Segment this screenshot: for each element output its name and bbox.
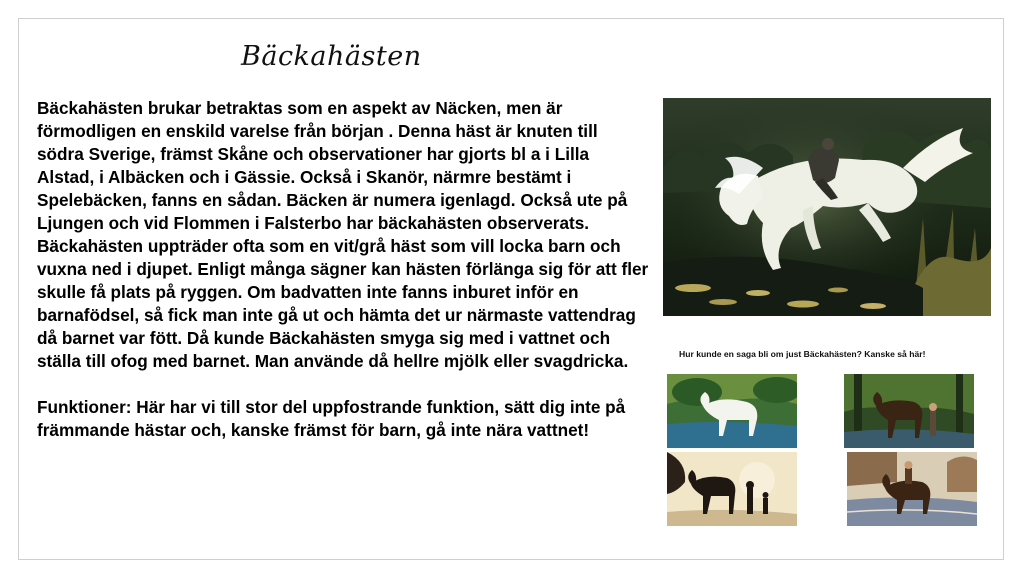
horse-illustration-4 (847, 452, 977, 526)
page-title: Bäckahästen (241, 41, 422, 72)
horse-illustration-3 (667, 452, 797, 526)
horse-illustration-1 (667, 374, 797, 448)
backahasten-painting (663, 98, 991, 316)
paragraph-description: Bäckahästen brukar betraktas som en aspekt av Näcken, men är förmodligen en enskild varelse från början . Denna häst är knuten till södra Sverige, främst Skåne och observationer har gjorts bl a i Lilla Alstad, i Albäcken och i Gässie. Också i Skanör, närmre bestämt i Spelebäcken, fanns en sådan. Bäcken är numera igenlagd. Också ute på Ljungen och vid Flommen i Falsterbo har bäckahästen observerats. Bäckahästen uppträder ofta som en vit/grå häst som vill locka barn och vuxna ned i djupet. Enligt många sägner kan hästen förlänga sig för att fler skulle få plats på ryggen. Om badvatten inte fanns inburet inför en barnafödsel, så fick man inte gå ut och hämta det ur närmaste vattendrag då barnet var fött. Då kunde Bäckahästen smyga sig med i vattnet och ställa till ofog med barnet. Man använde då hellre mjölk eller svagdricka. (37, 98, 649, 371)
paragraph-functions: Funktioner: Här har vi till stor del uppfostrande funktion, sätt dig inte på främmande hästar och, kanske främst för barn, gå inte nära vattnet! (37, 397, 626, 440)
horse-illustration-2 (844, 374, 974, 448)
body-text (37, 97, 649, 442)
slide (18, 18, 1004, 560)
images-caption: Hur kunde en saga bli om just Bäckahästen? Kanske så här! (679, 349, 926, 359)
